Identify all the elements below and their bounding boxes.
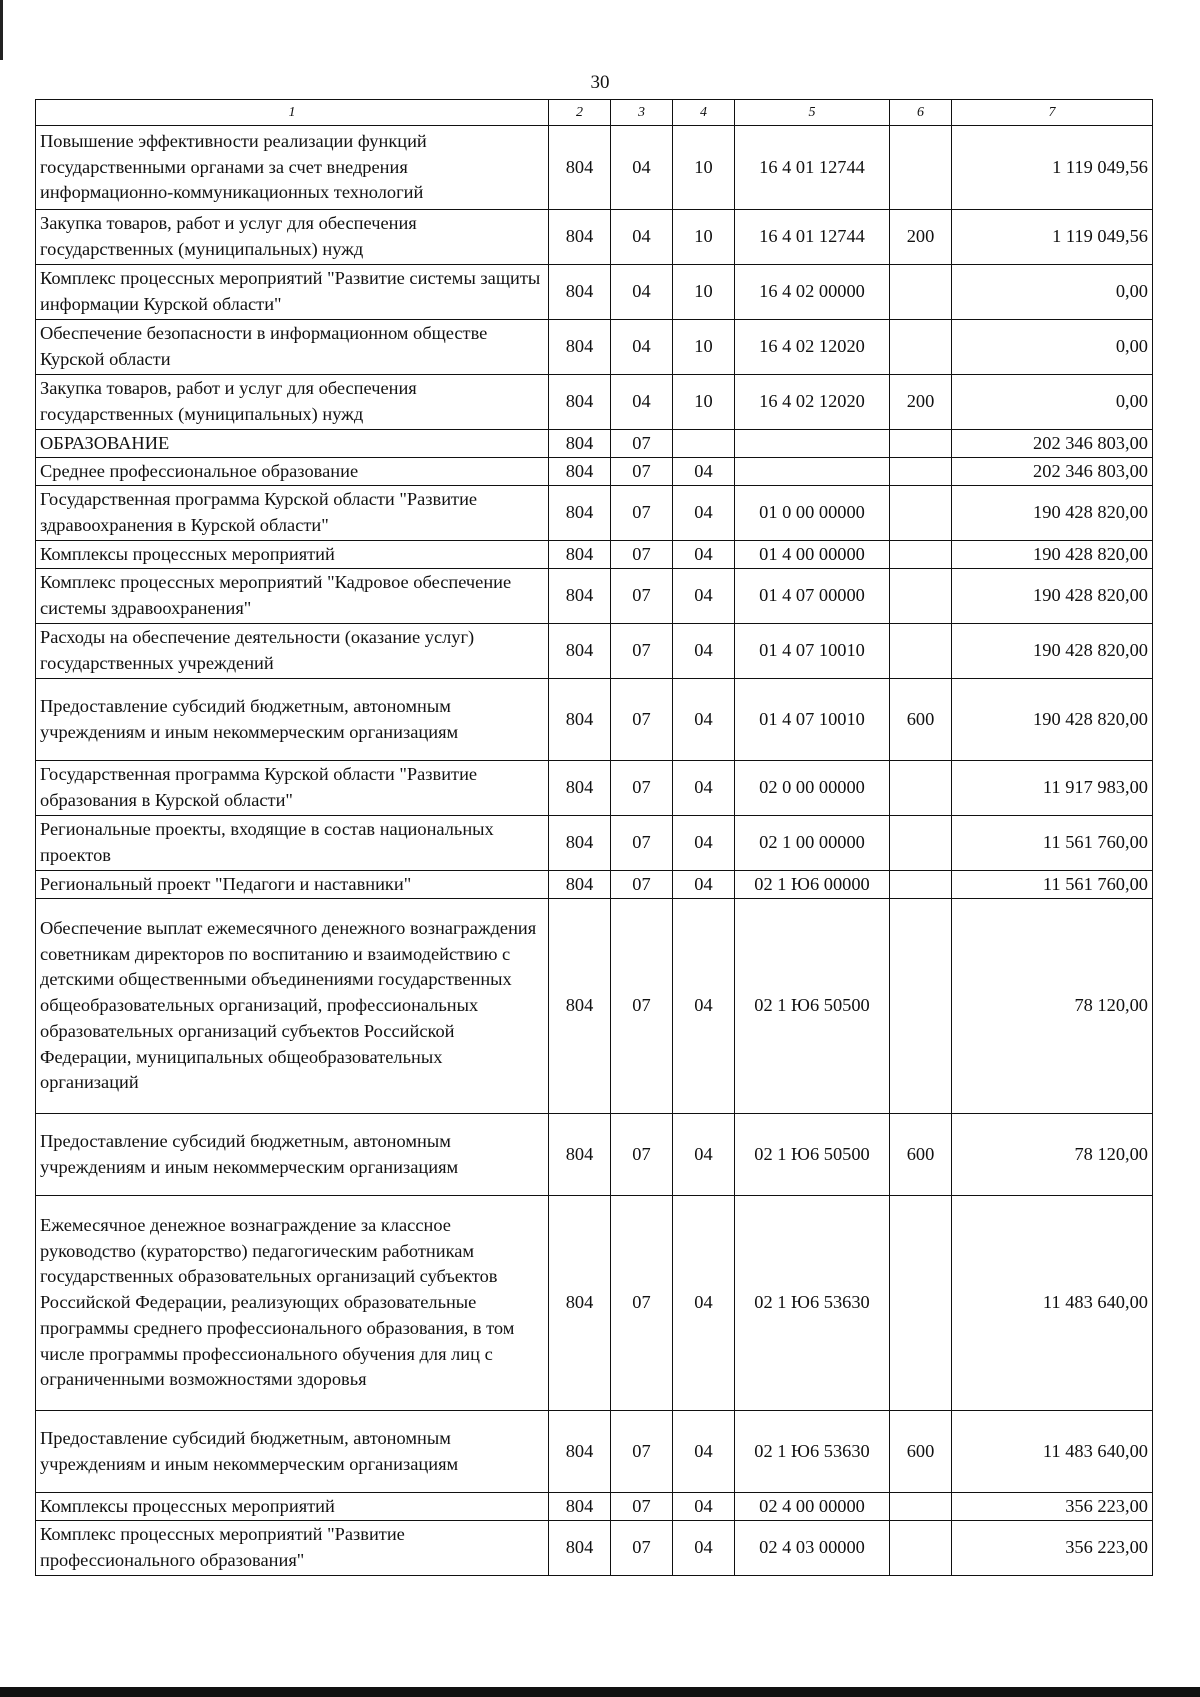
cell-col6: 200 bbox=[890, 375, 952, 430]
cell-col2: 804 bbox=[549, 265, 611, 320]
cell-col5 bbox=[735, 430, 890, 458]
table-row bbox=[36, 320, 1153, 375]
cell-col3: 07 bbox=[611, 1521, 673, 1576]
cell-col5: 16 4 02 00000 bbox=[735, 265, 890, 320]
cell-col6 bbox=[890, 899, 952, 1114]
cell-description: ОБРАЗОВАНИЕ bbox=[36, 430, 549, 458]
scan-bottom-edge bbox=[0, 1687, 1200, 1697]
cell-col2: 804 bbox=[549, 210, 611, 265]
cell-col3: 07 bbox=[611, 761, 673, 816]
cell-col5: 16 4 02 12020 bbox=[735, 320, 890, 375]
cell-description: Государственная программа Курской области "Развитие здравоохранения в Курской области" bbox=[36, 486, 549, 541]
cell-col4: 04 bbox=[673, 1114, 735, 1196]
cell-col5: 02 1 Ю6 50500 bbox=[735, 899, 890, 1114]
cell-col5: 16 4 01 12744 bbox=[735, 210, 890, 265]
page-number: 30 bbox=[590, 72, 610, 93]
cell-col6 bbox=[890, 458, 952, 486]
cell-col7: 190 428 820,00 bbox=[952, 679, 1153, 761]
cell-col7: 78 120,00 bbox=[952, 899, 1153, 1114]
cell-col7: 190 428 820,00 bbox=[952, 541, 1153, 569]
column-header: 4 bbox=[673, 100, 735, 126]
cell-col2: 804 bbox=[549, 1411, 611, 1493]
cell-description: Повышение эффективности реализации функций государственными органами за счет внедрения информационно-коммуникационных технологий bbox=[36, 126, 549, 210]
cell-col2: 804 bbox=[549, 541, 611, 569]
cell-col5: 02 1 Ю6 50500 bbox=[735, 1114, 890, 1196]
cell-col2: 804 bbox=[549, 1196, 611, 1411]
cell-description: Государственная программа Курской области "Развитие образования в Курской области" bbox=[36, 761, 549, 816]
cell-col7: 0,00 bbox=[952, 375, 1153, 430]
cell-col5: 01 4 00 00000 bbox=[735, 541, 890, 569]
cell-col7: 190 428 820,00 bbox=[952, 486, 1153, 541]
cell-description: Комплексы процессных мероприятий bbox=[36, 1493, 549, 1521]
cell-col4: 04 bbox=[673, 679, 735, 761]
table-row bbox=[36, 1411, 1153, 1493]
cell-col3: 07 bbox=[611, 430, 673, 458]
table-row bbox=[36, 375, 1153, 430]
cell-col3: 07 bbox=[611, 541, 673, 569]
table-row bbox=[36, 541, 1153, 569]
cell-col6 bbox=[890, 761, 952, 816]
cell-col2: 804 bbox=[549, 126, 611, 210]
cell-col2: 804 bbox=[549, 375, 611, 430]
cell-col2: 804 bbox=[549, 761, 611, 816]
cell-col6 bbox=[890, 486, 952, 541]
cell-description: Региональный проект "Педагоги и наставники" bbox=[36, 871, 549, 899]
cell-col4: 04 bbox=[673, 569, 735, 624]
cell-col5: 01 4 07 10010 bbox=[735, 624, 890, 679]
cell-col7: 11 483 640,00 bbox=[952, 1411, 1153, 1493]
cell-col5: 16 4 02 12020 bbox=[735, 375, 890, 430]
cell-col2: 804 bbox=[549, 320, 611, 375]
cell-description: Закупка товаров, работ и услуг для обеспечения государственных (муниципальных) нужд bbox=[36, 210, 549, 265]
column-header: 5 bbox=[735, 100, 890, 126]
cell-col2: 804 bbox=[549, 1114, 611, 1196]
cell-col3: 07 bbox=[611, 624, 673, 679]
cell-col6 bbox=[890, 871, 952, 899]
cell-col5 bbox=[735, 458, 890, 486]
scan-edge-mark bbox=[0, 0, 3, 60]
header-row bbox=[36, 100, 1153, 126]
cell-col3: 07 bbox=[611, 816, 673, 871]
column-header: 1 bbox=[36, 100, 549, 126]
cell-col6 bbox=[890, 1196, 952, 1411]
cell-col2: 804 bbox=[549, 569, 611, 624]
cell-col2: 804 bbox=[549, 1521, 611, 1576]
cell-col4: 04 bbox=[673, 1521, 735, 1576]
cell-col7: 78 120,00 bbox=[952, 1114, 1153, 1196]
table-row bbox=[36, 679, 1153, 761]
cell-col2: 804 bbox=[549, 458, 611, 486]
cell-col3: 07 bbox=[611, 1411, 673, 1493]
cell-description: Обеспечение выплат ежемесячного денежного вознаграждения советникам директоров по воспитанию и взаимодействию с детскими общественными объединениями государственных общеобразовательных организаций, профессиональных образовательных организаций субъектов Российской Федерации, муниципальных общеобразовательных организаций bbox=[36, 899, 549, 1114]
cell-col2: 804 bbox=[549, 430, 611, 458]
cell-col4 bbox=[673, 430, 735, 458]
cell-col6 bbox=[890, 320, 952, 375]
cell-col2: 804 bbox=[549, 624, 611, 679]
table-row bbox=[36, 458, 1153, 486]
table-row bbox=[36, 1521, 1153, 1576]
cell-col5: 01 0 00 00000 bbox=[735, 486, 890, 541]
column-header: 7 bbox=[952, 100, 1153, 126]
cell-col4: 04 bbox=[673, 871, 735, 899]
cell-col6 bbox=[890, 430, 952, 458]
cell-col6 bbox=[890, 1521, 952, 1576]
cell-description: Среднее профессиональное образование bbox=[36, 458, 549, 486]
cell-col7: 190 428 820,00 bbox=[952, 624, 1153, 679]
cell-col7: 0,00 bbox=[952, 265, 1153, 320]
table-row bbox=[36, 1114, 1153, 1196]
cell-col7: 11 917 983,00 bbox=[952, 761, 1153, 816]
cell-col3: 07 bbox=[611, 871, 673, 899]
table-row bbox=[36, 569, 1153, 624]
cell-col4: 04 bbox=[673, 761, 735, 816]
cell-col3: 04 bbox=[611, 320, 673, 375]
cell-col3: 04 bbox=[611, 210, 673, 265]
cell-col3: 07 bbox=[611, 486, 673, 541]
cell-col7: 11 561 760,00 bbox=[952, 816, 1153, 871]
cell-col6 bbox=[890, 541, 952, 569]
table-row bbox=[36, 126, 1153, 210]
cell-description: Комплекс процессных мероприятий "Развитие системы защиты информации Курской области" bbox=[36, 265, 549, 320]
cell-col6: 600 bbox=[890, 679, 952, 761]
cell-col4: 04 bbox=[673, 816, 735, 871]
table-row bbox=[36, 871, 1153, 899]
cell-col4: 04 bbox=[673, 624, 735, 679]
cell-col7: 190 428 820,00 bbox=[952, 569, 1153, 624]
cell-description: Расходы на обеспечение деятельности (оказание услуг) государственных учреждений bbox=[36, 624, 549, 679]
table-row bbox=[36, 210, 1153, 265]
cell-col4: 04 bbox=[673, 899, 735, 1114]
cell-description: Обеспечение безопасности в информационном обществе Курской области bbox=[36, 320, 549, 375]
cell-col3: 04 bbox=[611, 265, 673, 320]
cell-col4: 04 bbox=[673, 486, 735, 541]
cell-description: Предоставление субсидий бюджетным, автономным учреждениям и иным некоммерческим организациям bbox=[36, 1411, 549, 1493]
cell-col6: 200 bbox=[890, 210, 952, 265]
cell-col3: 07 bbox=[611, 1493, 673, 1521]
cell-col2: 804 bbox=[549, 486, 611, 541]
cell-col5: 02 1 Ю6 53630 bbox=[735, 1411, 890, 1493]
cell-col7: 0,00 bbox=[952, 320, 1153, 375]
table-row bbox=[36, 1493, 1153, 1521]
table-row bbox=[36, 624, 1153, 679]
cell-col5: 02 1 00 00000 bbox=[735, 816, 890, 871]
cell-description: Комплекс процессных мероприятий "Развитие профессионального образования" bbox=[36, 1521, 549, 1576]
cell-col4: 04 bbox=[673, 541, 735, 569]
cell-col4: 04 bbox=[673, 1196, 735, 1411]
column-header: 6 bbox=[890, 100, 952, 126]
cell-col5: 01 4 07 10010 bbox=[735, 679, 890, 761]
cell-col7: 1 119 049,56 bbox=[952, 210, 1153, 265]
cell-col7: 356 223,00 bbox=[952, 1493, 1153, 1521]
cell-col5: 02 4 00 00000 bbox=[735, 1493, 890, 1521]
table-row bbox=[36, 816, 1153, 871]
cell-col4: 10 bbox=[673, 210, 735, 265]
table-row bbox=[36, 761, 1153, 816]
cell-col4: 04 bbox=[673, 458, 735, 486]
cell-col6 bbox=[890, 126, 952, 210]
table-row bbox=[36, 430, 1153, 458]
cell-col5: 02 1 Ю6 53630 bbox=[735, 1196, 890, 1411]
table-row bbox=[36, 486, 1153, 541]
cell-col7: 11 561 760,00 bbox=[952, 871, 1153, 899]
cell-col3: 07 bbox=[611, 899, 673, 1114]
cell-col4: 10 bbox=[673, 320, 735, 375]
cell-col3: 07 bbox=[611, 1196, 673, 1411]
cell-col5: 02 4 03 00000 bbox=[735, 1521, 890, 1576]
cell-col6: 600 bbox=[890, 1411, 952, 1493]
cell-col4: 04 bbox=[673, 1411, 735, 1493]
cell-col3: 07 bbox=[611, 458, 673, 486]
cell-col4: 10 bbox=[673, 126, 735, 210]
cell-col3: 04 bbox=[611, 375, 673, 430]
cell-description: Предоставление субсидий бюджетным, автономным учреждениям и иным некоммерческим организациям bbox=[36, 679, 549, 761]
cell-description: Комплекс процессных мероприятий "Кадровое обеспечение системы здравоохранения" bbox=[36, 569, 549, 624]
column-header: 3 bbox=[611, 100, 673, 126]
cell-col6 bbox=[890, 265, 952, 320]
cell-col7: 202 346 803,00 bbox=[952, 458, 1153, 486]
cell-col5: 16 4 01 12744 bbox=[735, 126, 890, 210]
table-row bbox=[36, 1196, 1153, 1411]
cell-col5: 02 1 Ю6 00000 bbox=[735, 871, 890, 899]
cell-col2: 804 bbox=[549, 679, 611, 761]
table-row bbox=[36, 265, 1153, 320]
cell-col4: 04 bbox=[673, 1493, 735, 1521]
cell-col3: 07 bbox=[611, 1114, 673, 1196]
cell-col2: 804 bbox=[549, 899, 611, 1114]
cell-col2: 804 bbox=[549, 816, 611, 871]
cell-col5: 01 4 07 00000 bbox=[735, 569, 890, 624]
cell-col2: 804 bbox=[549, 1493, 611, 1521]
cell-col5: 02 0 00 00000 bbox=[735, 761, 890, 816]
cell-description: Закупка товаров, работ и услуг для обеспечения государственных (муниципальных) нужд bbox=[36, 375, 549, 430]
cell-col7: 1 119 049,56 bbox=[952, 126, 1153, 210]
cell-col6 bbox=[890, 569, 952, 624]
cell-col6 bbox=[890, 624, 952, 679]
cell-description: Ежемесячное денежное вознаграждение за классное руководство (кураторство) педагогическим работникам государственных образовательных организаций субъектов Российской Федерации, реализующих образовательные программы среднего профессионального образования, в том числе программы профессионального обучения для лиц с ограниченными возможностями здоровья bbox=[36, 1196, 549, 1411]
cell-col4: 10 bbox=[673, 265, 735, 320]
budget-table bbox=[35, 99, 1153, 1576]
cell-description: Региональные проекты, входящие в состав национальных проектов bbox=[36, 816, 549, 871]
cell-col2: 804 bbox=[549, 871, 611, 899]
cell-col4: 10 bbox=[673, 375, 735, 430]
cell-col7: 356 223,00 bbox=[952, 1521, 1153, 1576]
cell-col6 bbox=[890, 816, 952, 871]
cell-col7: 11 483 640,00 bbox=[952, 1196, 1153, 1411]
cell-col6 bbox=[890, 1493, 952, 1521]
cell-col3: 07 bbox=[611, 569, 673, 624]
cell-col7: 202 346 803,00 bbox=[952, 430, 1153, 458]
cell-col6: 600 bbox=[890, 1114, 952, 1196]
column-header: 2 bbox=[549, 100, 611, 126]
cell-description: Предоставление субсидий бюджетным, автономным учреждениям и иным некоммерческим организациям bbox=[36, 1114, 549, 1196]
table-row bbox=[36, 899, 1153, 1114]
cell-col3: 04 bbox=[611, 126, 673, 210]
cell-description: Комплексы процессных мероприятий bbox=[36, 541, 549, 569]
cell-col3: 07 bbox=[611, 679, 673, 761]
